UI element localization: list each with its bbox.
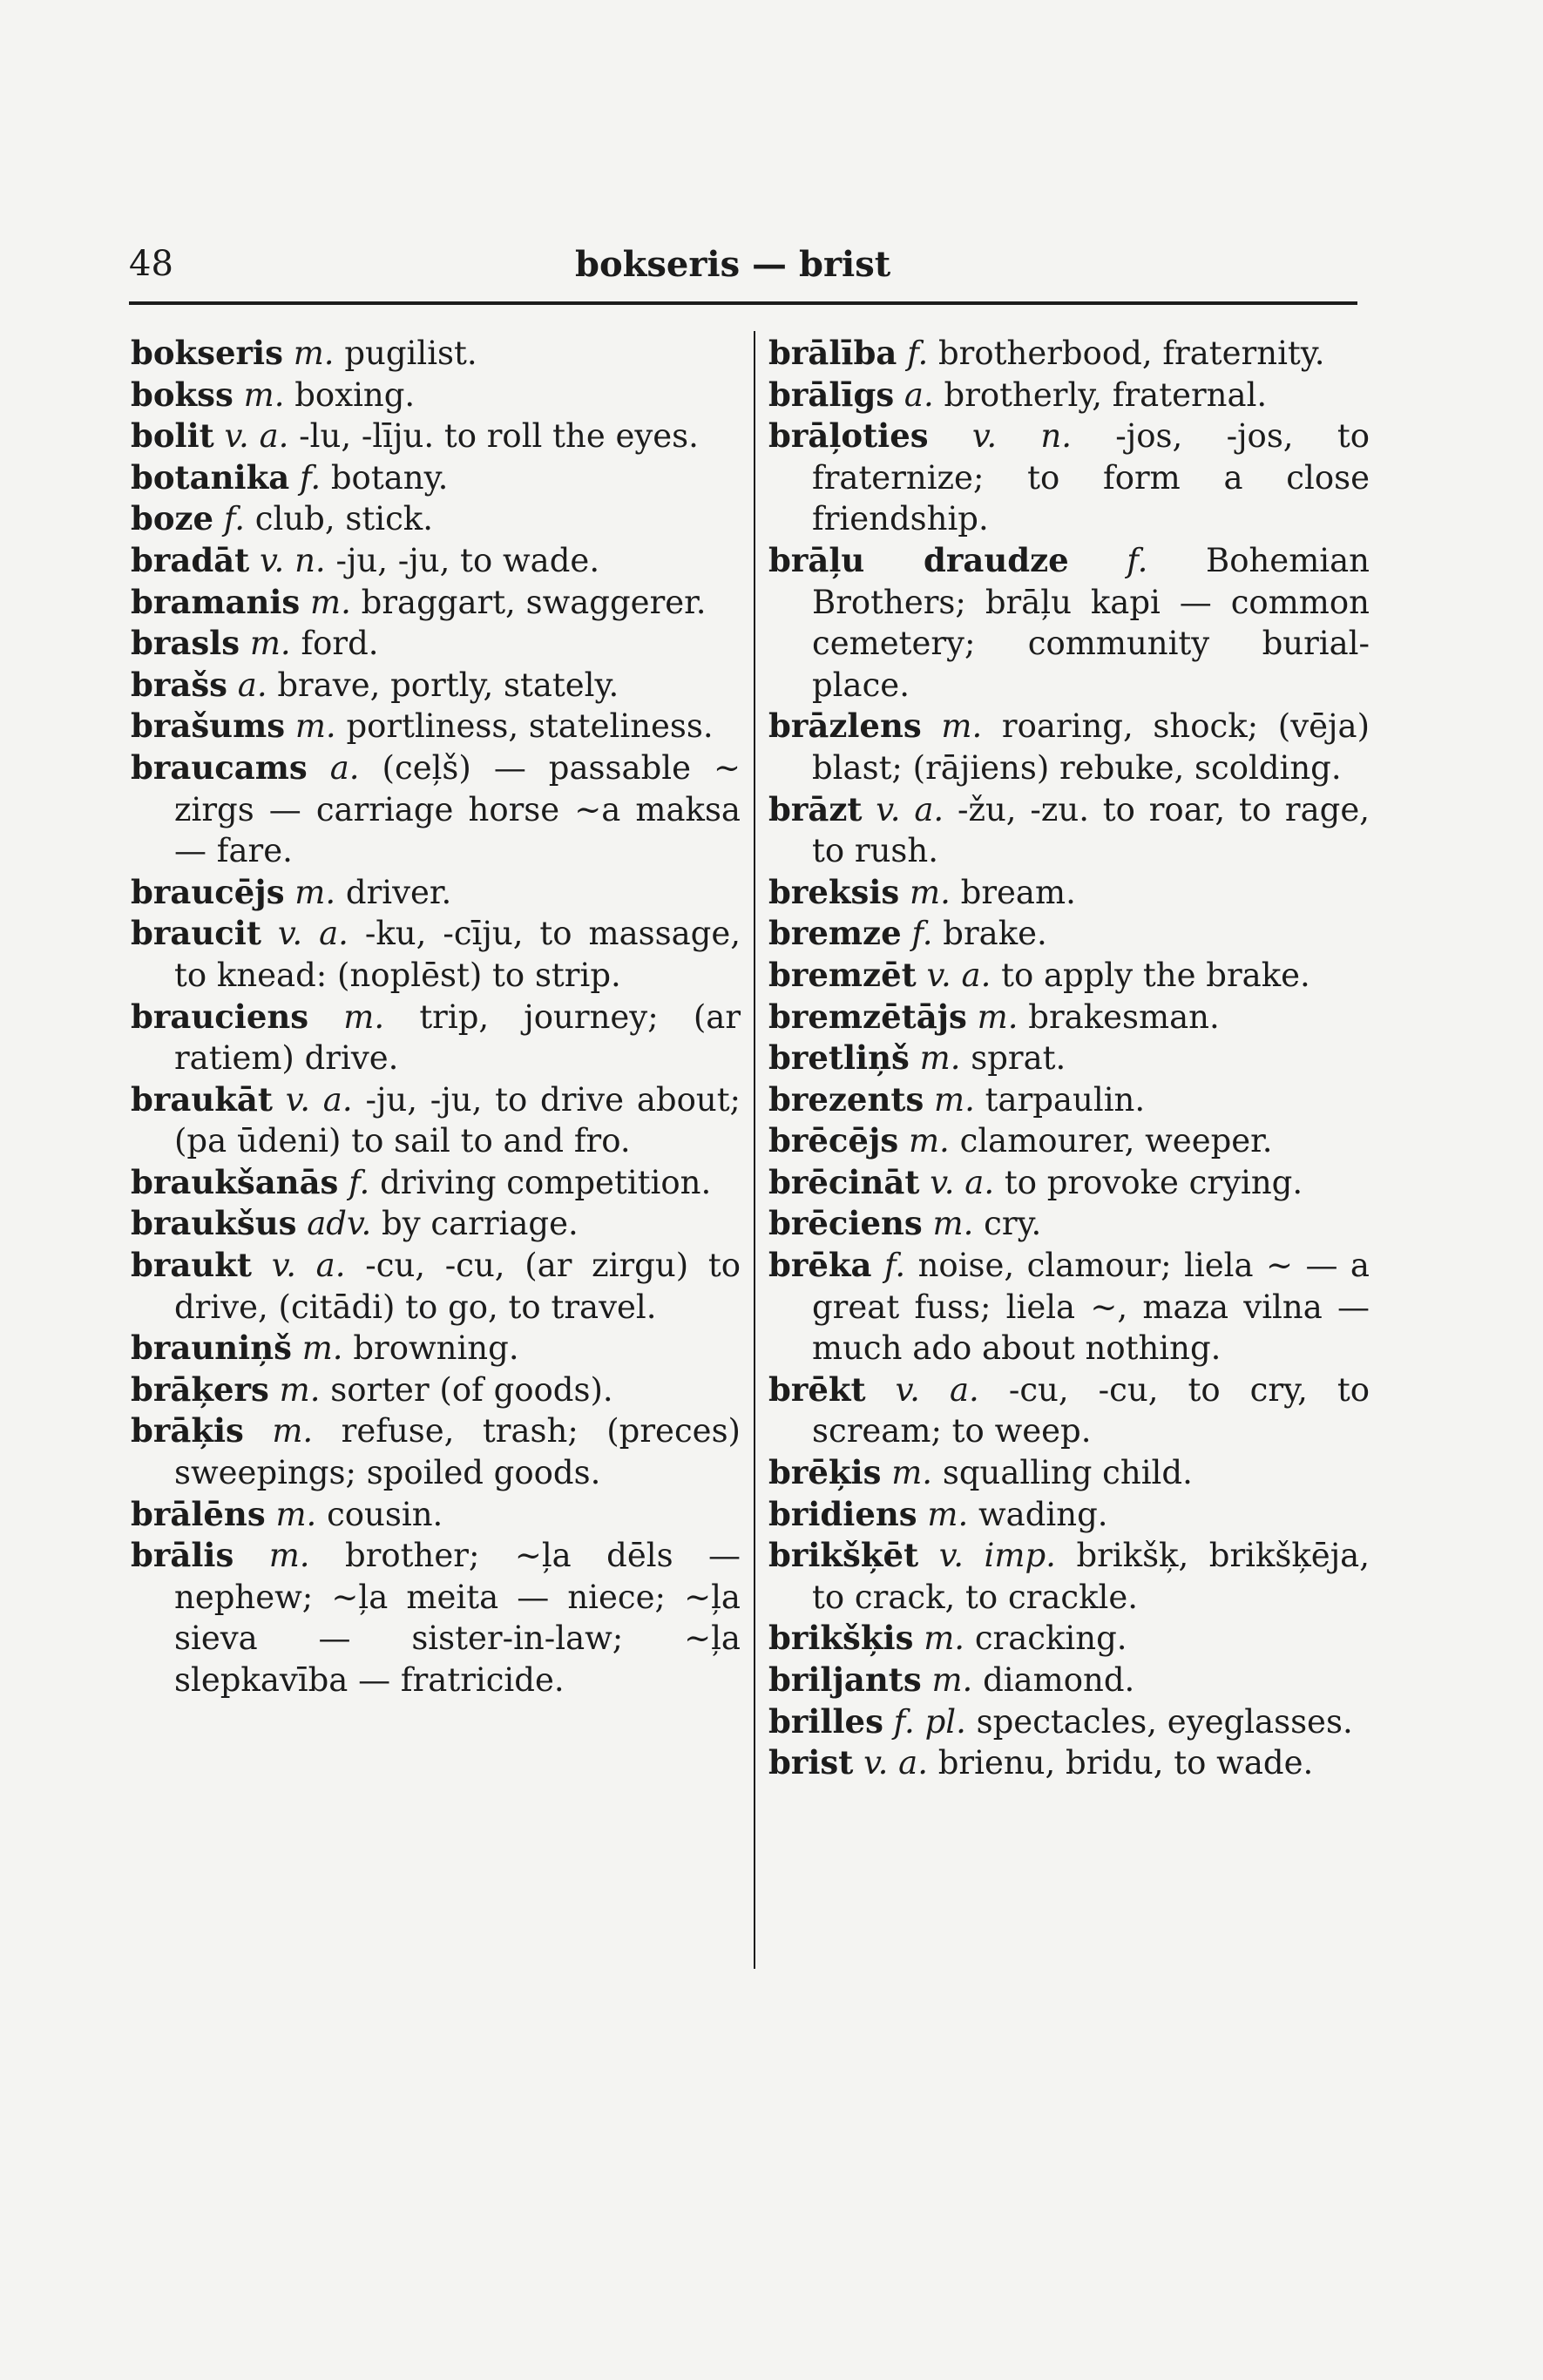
entry-headword: boze	[131, 499, 214, 538]
entry-definition: boxing.	[294, 375, 416, 414]
entry-definition: sorter (of goods).	[330, 1370, 613, 1409]
entry-grammar: m.	[343, 997, 385, 1036]
entry-headword: brauniņš	[131, 1329, 292, 1368]
entry-definition: brienu, bridu, to wade.	[937, 1744, 1314, 1782]
dictionary-entry	[768, 955, 1370, 997]
entry-grammar: adv.	[307, 1205, 372, 1243]
entry-grammar: f.	[907, 335, 929, 372]
entry-grammar: a.	[903, 375, 934, 414]
dictionary-entry	[131, 1410, 741, 1493]
entry-grammar: v. a.	[285, 1080, 353, 1119]
dictionary-entry	[768, 1369, 1370, 1452]
entry-grammar: v. n.	[971, 417, 1073, 456]
entry-grammar: m.	[272, 1412, 314, 1450]
entry-definition: driver.	[345, 873, 452, 911]
entry-grammar: f. pl.	[893, 1702, 966, 1741]
dictionary-entry	[768, 540, 1370, 706]
entry-headword: bremzētājs	[768, 997, 967, 1036]
entry-grammar: f.	[349, 1163, 370, 1201]
dictionary-entry	[131, 1369, 741, 1411]
entry-grammar: f.	[911, 915, 933, 953]
entry-definition: -ju, -ju, to drive about; (pa ūdeni) to sail to and fro.	[174, 1080, 741, 1160]
entry-grammar: m.	[931, 1661, 973, 1699]
dictionary-entry	[131, 665, 741, 707]
entry-definition: sprat.	[971, 1039, 1066, 1078]
entry-definition: pugilist.	[344, 335, 477, 372]
entry-headword: braucit	[131, 914, 261, 953]
entry-headword: brāķers	[131, 1369, 269, 1409]
entry-headword: bradāt	[131, 540, 250, 579]
header-rule	[129, 301, 1357, 305]
entry-definition: clamourer, weeper.	[959, 1122, 1273, 1160]
dictionary-entry	[131, 375, 741, 416]
entry-definition: brotherbood, fraternity.	[937, 335, 1325, 372]
entry-grammar: v. a.	[876, 790, 944, 828]
entry-definition: refuse, trash; (preces) sweepings; spoiled goods.	[174, 1412, 741, 1492]
entry-headword: brālīgs	[768, 375, 895, 414]
entry-definition: diamond.	[983, 1661, 1135, 1699]
entry-definition: to provoke crying.	[1004, 1163, 1303, 1201]
entry-definition: bream.	[960, 873, 1076, 911]
entry-headword: brēkt	[768, 1369, 866, 1409]
entry-definition: to apply the brake.	[1001, 956, 1310, 994]
entry-headword: braukšanās	[131, 1162, 339, 1201]
entry-grammar: v. a.	[271, 1247, 346, 1285]
entry-grammar: m.	[301, 1329, 343, 1368]
entry-grammar: v. a.	[895, 1370, 979, 1409]
entry-headword: brāļu draudze	[768, 540, 1069, 579]
dictionary-entry	[131, 1328, 741, 1369]
entry-definition: cracking.	[974, 1619, 1127, 1658]
entry-definition: browning.	[353, 1329, 519, 1368]
entry-headword: brālēns	[131, 1494, 266, 1533]
entry-definition: driving competition.	[380, 1163, 712, 1201]
dictionary-entry	[131, 498, 741, 540]
entry-headword: brist	[768, 1743, 854, 1782]
dictionary-entry	[768, 913, 1370, 955]
entry-headword: botanika	[131, 457, 290, 497]
entry-headword: braukāt	[131, 1079, 273, 1119]
entry-definition: Bohemian Brothers; brāļu kapi — common cemetery; community burial-place.	[812, 541, 1370, 704]
entry-grammar: m.	[924, 1619, 965, 1658]
dictionary-entry	[131, 1162, 741, 1204]
entry-definition: brotherly, fraternal.	[944, 375, 1268, 414]
dictionary-entry	[768, 1660, 1370, 1701]
dictionary-entry	[131, 1079, 741, 1162]
dictionary-entry	[131, 540, 741, 582]
entry-headword: brālis	[131, 1536, 234, 1575]
entry-definition: -žu, -zu. to roar, to rage, to rush.	[812, 790, 1370, 870]
entry-headword: bridiens	[768, 1494, 917, 1533]
entry-headword: briljants	[768, 1660, 922, 1699]
entry-definition: -cu, -cu, (ar zirgu) to drive, (citādi) to go, to travel.	[174, 1247, 741, 1326]
entry-grammar: m.	[294, 707, 336, 746]
entry-definition: portliness, stateliness.	[346, 707, 714, 746]
dictionary-entry	[131, 457, 741, 499]
dictionary-entry	[768, 1079, 1370, 1121]
entry-headword: brēciens	[768, 1204, 923, 1243]
dictionary-entry	[768, 1162, 1370, 1204]
entry-grammar: v. a.	[926, 956, 991, 994]
entry-headword: bolit	[131, 416, 214, 456]
left-column	[131, 333, 741, 1701]
dictionary-entry	[131, 1535, 741, 1700]
entry-grammar: m.	[908, 1122, 950, 1160]
dictionary-entry	[768, 333, 1370, 375]
entry-definition: brake.	[943, 915, 1047, 953]
dictionary-entry	[768, 1701, 1370, 1743]
entry-definition: cousin.	[327, 1495, 443, 1533]
entry-grammar: a.	[329, 748, 360, 787]
dictionary-entry	[131, 747, 741, 872]
running-head: bokseris — brist	[575, 244, 891, 285]
dictionary-entry	[131, 1245, 741, 1328]
entry-headword: bretliņš	[768, 1038, 910, 1078]
dictionary-entry	[131, 997, 741, 1079]
entry-definition: (ceļš) — passable ~ zirgs — carriage horse ~a maksa — fare.	[174, 748, 741, 870]
entry-headword: brāļoties	[768, 416, 929, 456]
entry-headword: braukt	[131, 1246, 252, 1285]
entry-grammar: f.	[1127, 541, 1148, 579]
entry-grammar: m.	[275, 1495, 317, 1533]
dictionary-entry	[768, 1742, 1370, 1784]
entry-definition: spectacles, eyeglasses.	[976, 1702, 1353, 1741]
dictionary-entry	[131, 913, 741, 996]
entry-grammar: m.	[932, 1205, 974, 1243]
dictionary-entry	[768, 1245, 1370, 1369]
dictionary-entry	[131, 623, 741, 665]
entry-headword: bremzēt	[768, 955, 917, 994]
dictionary-entry	[131, 582, 741, 624]
entry-definition: wading.	[978, 1495, 1108, 1533]
entry-definition: -ku, -cīju, to massage, to knead: (noplēst) to strip.	[174, 915, 741, 994]
entry-grammar: m.	[910, 873, 951, 911]
entry-headword: brāķis	[131, 1411, 244, 1450]
entry-grammar: m.	[919, 1039, 961, 1078]
dictionary-entry	[131, 706, 741, 747]
entry-definition: -cu, -cu, to cry, to scream; to weep.	[812, 1370, 1370, 1450]
entry-headword: brālība	[768, 334, 897, 372]
entry-definition: -jos, -jos, to fraternize; to form a close friendship.	[812, 417, 1370, 538]
dictionary-entry	[768, 1535, 1370, 1618]
entry-headword: brikšķēt	[768, 1536, 919, 1575]
entry-definition: botany.	[330, 458, 449, 497]
entry-grammar: m.	[279, 1370, 321, 1409]
entry-grammar: v. n.	[260, 541, 326, 579]
entry-headword: brāzt	[768, 789, 863, 828]
entry-grammar: f.	[883, 1247, 906, 1285]
entry-grammar: m.	[891, 1454, 933, 1492]
entry-headword: brauciens	[131, 997, 309, 1036]
entry-grammar: v. a.	[277, 915, 349, 953]
entry-grammar: m.	[268, 1537, 310, 1575]
entry-definition: cry.	[984, 1205, 1042, 1243]
entry-grammar: m.	[293, 335, 335, 372]
entry-definition: brother; ~ļa dēls — nephew; ~ļa meita — niece; ~ļa sieva — sister-in-law; ~ļa slepkavība — fratricide.	[174, 1537, 741, 1699]
dictionary-entry	[768, 789, 1370, 872]
dictionary-entry	[768, 706, 1370, 788]
dictionary-entry	[768, 1494, 1370, 1536]
dictionary-entry	[768, 1618, 1370, 1660]
entry-grammar: f.	[299, 458, 321, 497]
entry-grammar: m.	[249, 625, 291, 663]
entry-headword: braucējs	[131, 872, 285, 911]
entry-grammar: f.	[223, 500, 246, 538]
entry-grammar: m.	[941, 707, 983, 746]
entry-headword: brasls	[131, 624, 240, 663]
entry-headword: brilles	[768, 1701, 883, 1741]
entry-definition: by carriage.	[382, 1205, 579, 1243]
column-divider	[754, 331, 755, 1969]
dictionary-entry	[131, 416, 741, 457]
entry-headword: brēka	[768, 1246, 872, 1285]
entry-grammar: m.	[310, 583, 351, 621]
dictionary-entry	[768, 1120, 1370, 1162]
dictionary-entry	[131, 1494, 741, 1536]
entry-headword: brēķis	[768, 1453, 882, 1492]
right-column	[768, 333, 1370, 1784]
entry-headword: braucams	[131, 747, 308, 787]
entry-definition: squalling child.	[942, 1454, 1193, 1492]
entry-grammar: v. a.	[224, 417, 289, 456]
dictionary-entry	[768, 375, 1370, 416]
entry-headword: braukšus	[131, 1204, 297, 1243]
entry-definition: club, stick.	[254, 500, 433, 538]
entry-definition: brikšķ, brikšķēja, to crack, to crackle.	[812, 1537, 1370, 1616]
entry-grammar: v. imp.	[938, 1537, 1056, 1575]
entry-definition: -ju, -ju, to wade.	[335, 541, 600, 579]
entry-definition: brakesman.	[1028, 997, 1220, 1036]
dictionary-entry	[768, 1203, 1370, 1245]
entry-headword: bokss	[131, 375, 233, 414]
entry-headword: brikšķis	[768, 1619, 914, 1658]
entry-definition: ford.	[301, 625, 379, 663]
entry-definition: noise, clamour; liela ~ — a great fuss; liela ~, maza vilna — much ado about nothing.	[812, 1247, 1370, 1368]
entry-definition: brave, portly, stately.	[277, 666, 619, 704]
entry-headword: bokseris	[131, 334, 283, 372]
entry-grammar: a.	[237, 666, 267, 704]
dictionary-entry	[131, 1203, 741, 1245]
entry-definition: tarpaulin.	[985, 1080, 1146, 1119]
entry-definition: -lu, -līju. to roll the eyes.	[299, 417, 699, 456]
entry-grammar: m.	[294, 873, 336, 911]
entry-headword: brašs	[131, 665, 227, 704]
dictionary-entry	[131, 333, 741, 375]
entry-headword: brēcējs	[768, 1121, 899, 1160]
entry-definition: braggart, swaggerer.	[361, 583, 707, 621]
dictionary-entry	[768, 416, 1370, 540]
entry-headword: brašums	[131, 707, 286, 746]
page-number: 48	[129, 244, 173, 284]
entry-headword: brezents	[768, 1079, 924, 1119]
entry-headword: bramanis	[131, 582, 301, 621]
dictionary-entry	[768, 997, 1370, 1038]
entry-grammar: v. a.	[930, 1163, 995, 1201]
entry-headword: brēcināt	[768, 1162, 920, 1201]
entry-headword: bremze	[768, 914, 902, 953]
page-header	[129, 244, 1366, 296]
entry-definition: roaring, shock; (vēja) blast; (rājiens) rebuke, scolding.	[812, 707, 1370, 787]
entry-definition: trip, journey; (ar ratiem) drive.	[174, 997, 741, 1078]
entry-grammar: m.	[977, 997, 1019, 1036]
entry-grammar: m.	[927, 1495, 969, 1533]
dictionary-entry	[131, 872, 741, 914]
entry-headword: brāzlens	[768, 707, 922, 746]
entry-grammar: v. a.	[863, 1744, 928, 1782]
dictionary-entry	[768, 1452, 1370, 1494]
entry-grammar: m.	[243, 375, 285, 414]
entry-headword: breksis	[768, 872, 900, 911]
dictionary-entry	[768, 872, 1370, 914]
entry-grammar: m.	[934, 1080, 975, 1119]
dictionary-entry	[768, 1038, 1370, 1079]
